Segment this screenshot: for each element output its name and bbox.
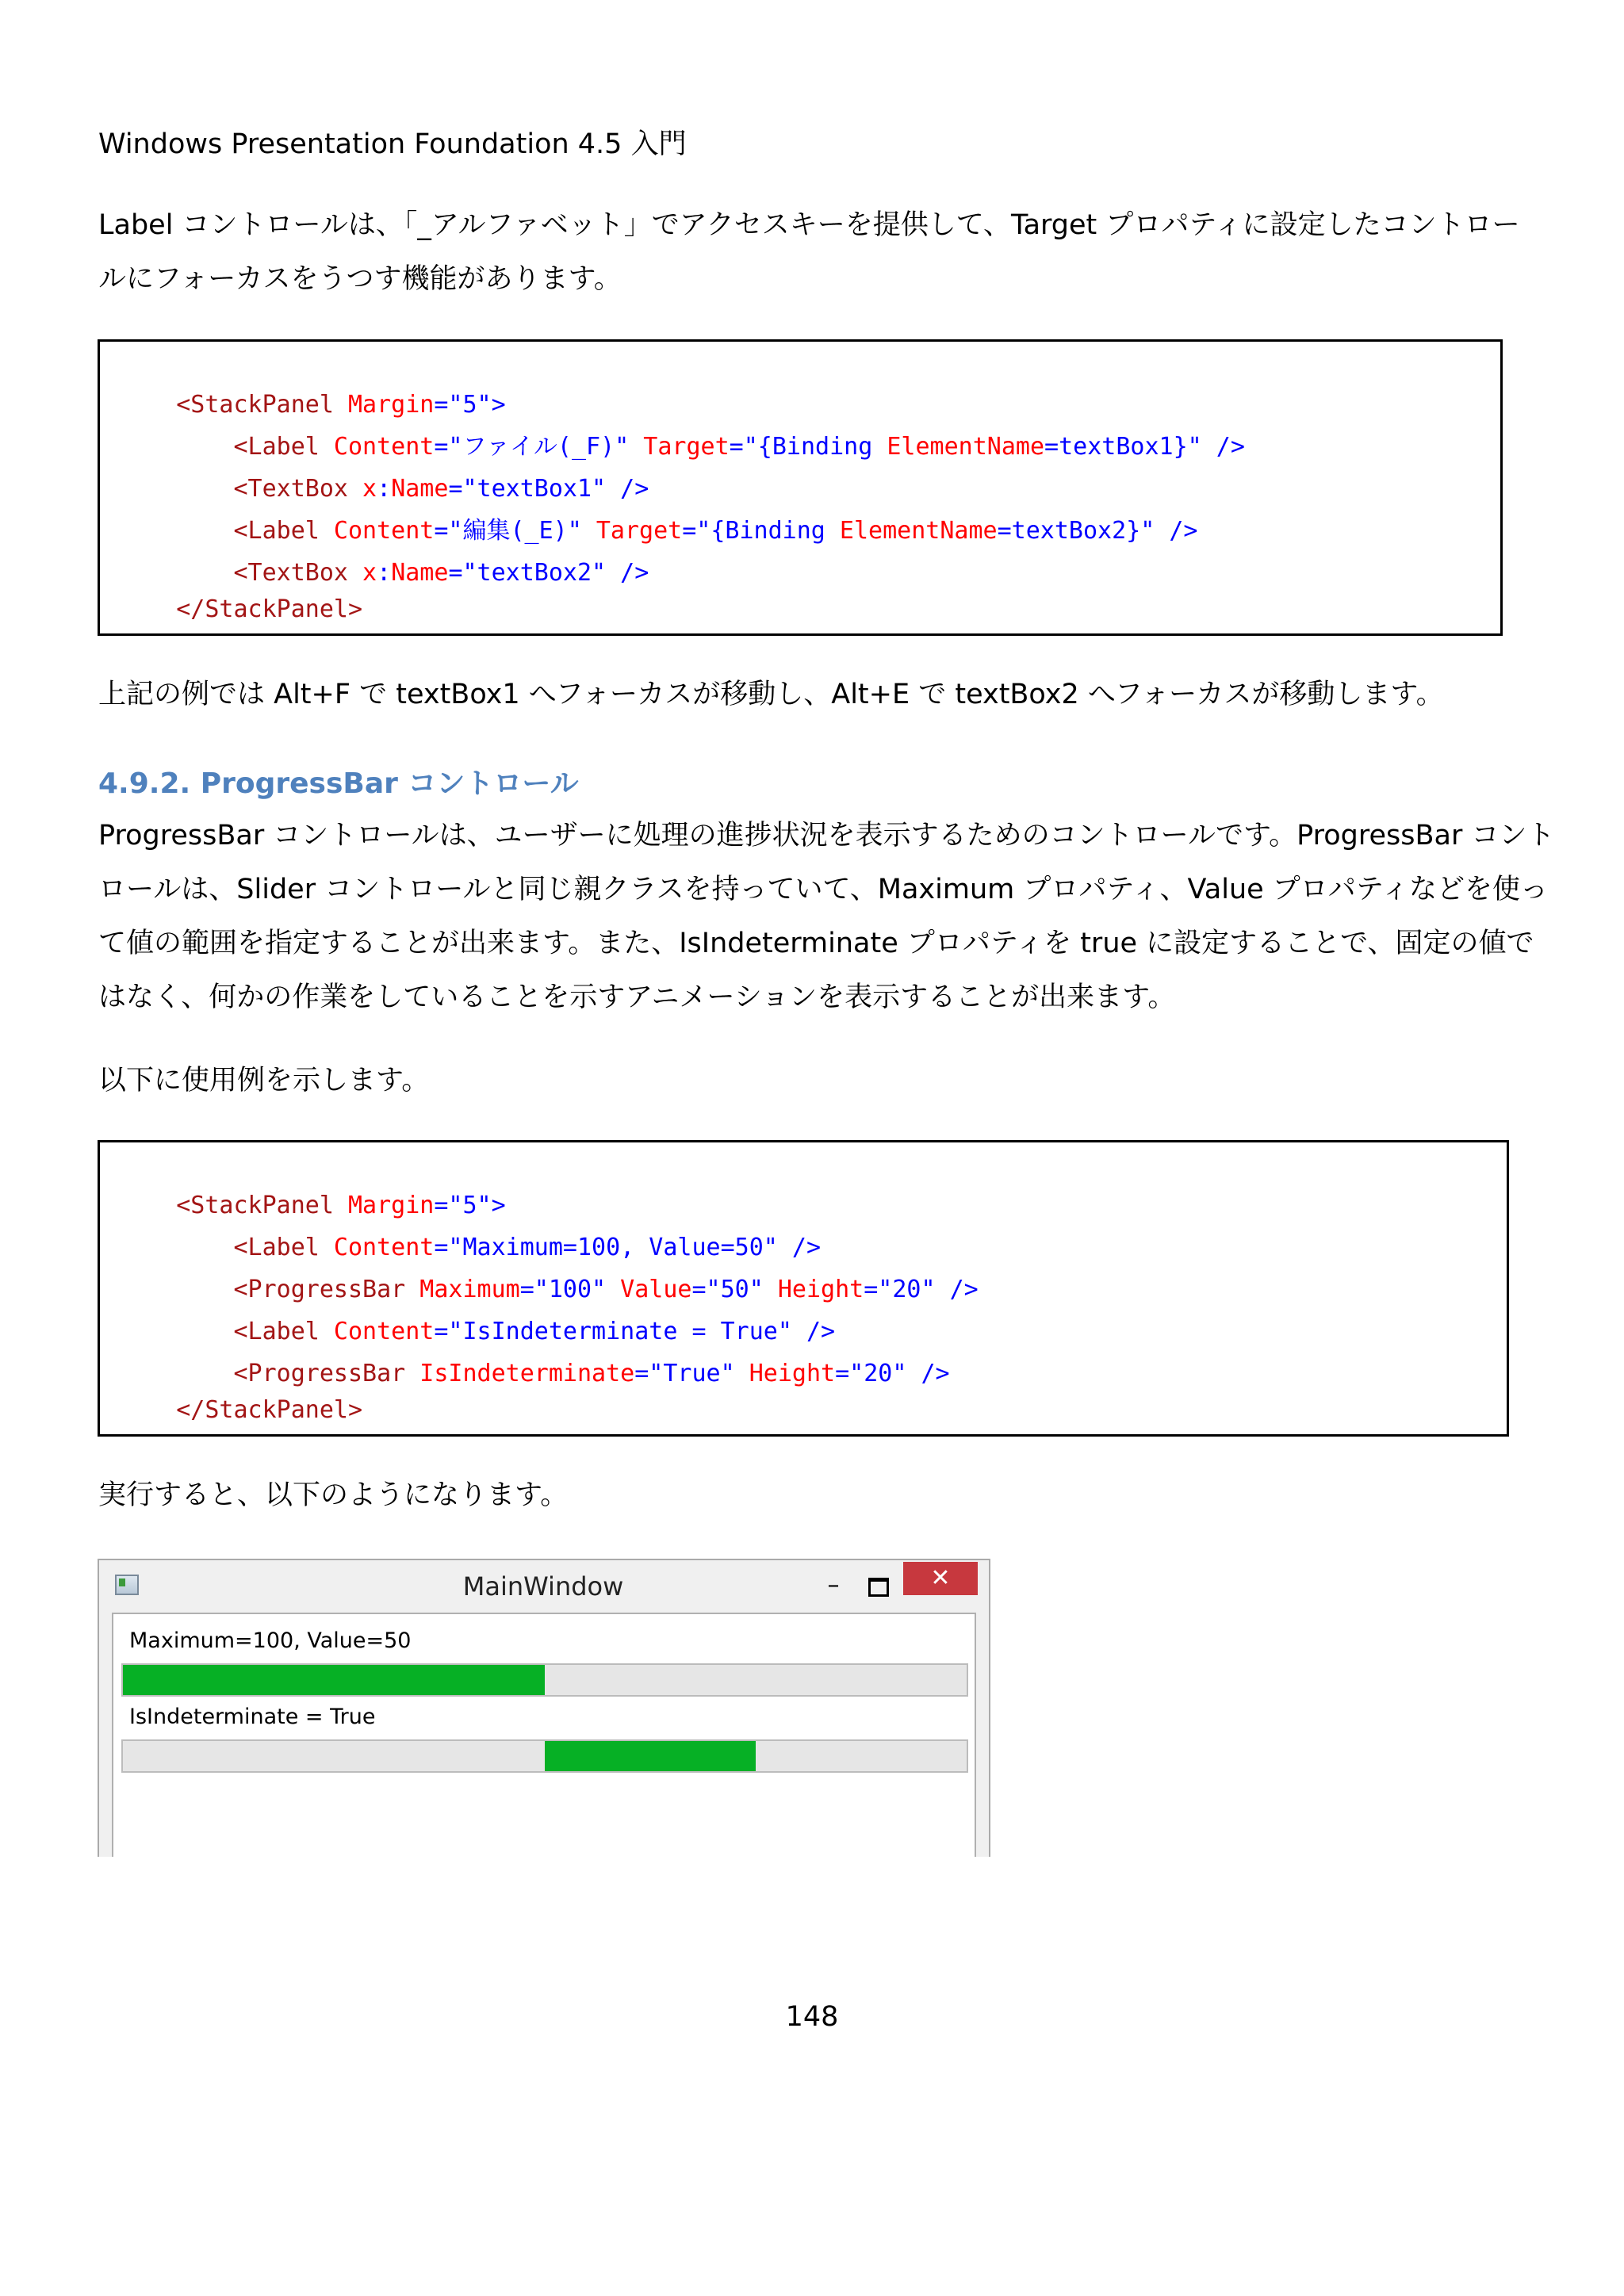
maximize-button[interactable]: [860, 1570, 892, 1601]
code-line: <ProgressBar IsIndeterminate="True" Height="20" />: [176, 1360, 950, 1387]
intro-line: ルにフォーカスをうつす機能があります。: [98, 263, 622, 295]
code-line: <Label Content="Maximum=100, Value=50" />: [176, 1234, 822, 1261]
result-intro: 実行すると、以下のようになります。: [98, 1479, 569, 1511]
description-line: ProgressBar コントロールは、ユーザーに処理の進捗状況を表示するためのコントロールです。ProgressBar コント: [98, 820, 1555, 851]
intro-line: Label コントロールは、「_アルファベット」でアクセスキーを提供して、Target プロパティに設定したコントロー: [98, 209, 1520, 241]
paragraph-after-code: 上記の例では Alt+F で textBox1 へフォーカスが移動し、Alt+E で textBox2 へフォーカスが移動します。: [98, 679, 1444, 710]
window-titlebar: [99, 1560, 989, 1613]
code-line: <TextBox x:Name="textBox2" />: [176, 559, 649, 587]
code-line: <Label Content="編集(_E)" Target="{Binding ElementName=textBox2}" />: [176, 517, 1198, 545]
description-line: て値の範囲を指定することが出来ます。また、IsIndeterminate プロパティを true に設定することで、固定の値で: [98, 928, 1534, 959]
intro-paragraph: [98, 198, 1520, 306]
close-button[interactable]: ✕: [903, 1562, 978, 1595]
code-block-label-example: [98, 339, 1503, 636]
label-isindeterminate: IsIndeterminate = True: [129, 1705, 376, 1729]
code-line: <Label Content="ファイル(_F)" Target="{Binding ElementName=textBox1}" />: [176, 433, 1245, 461]
description-line: はなく、何かの作業をしていることを示すアニメーションを表示することが出来ます。: [98, 982, 1176, 1013]
code-line: <Label Content="IsIndeterminate = True" />: [176, 1318, 836, 1345]
code-line: <ProgressBar Maximum="100" Value="50" Height="20" />: [176, 1276, 979, 1303]
code-line: </StackPanel>: [176, 1396, 363, 1424]
page-number: 148: [785, 2001, 839, 2033]
progress-bar-fill: [123, 1665, 545, 1695]
progressbar-description: [98, 809, 1554, 1024]
code-line: <TextBox x:Name="textBox1" />: [176, 475, 649, 503]
progress-bar-indeterminate: [121, 1739, 968, 1773]
main-window-screenshot: [98, 1559, 990, 1857]
description-line: ロールは、Slider コントロールと同じ親クラスを持っていて、Maximum プロパティ、Value プロパティなどを使っ: [98, 874, 1549, 905]
code-block-progressbar-example: [98, 1140, 1509, 1437]
example-intro: 以下に使用例を示します。: [98, 1065, 430, 1096]
section-heading: 4.9.2. ProgressBar コントロール: [98, 767, 579, 800]
window-title: MainWindow: [462, 1571, 624, 1601]
window-client-area: [112, 1613, 976, 1857]
code-line: <StackPanel Margin="5">: [176, 391, 506, 419]
progress-bar-determinate: [121, 1663, 968, 1697]
code-line: <StackPanel Margin="5">: [176, 1192, 506, 1219]
minimize-button[interactable]: –: [827, 1571, 840, 1599]
code-line: </StackPanel>: [176, 595, 363, 623]
label-maximum-value: Maximum=100, Value=50: [129, 1628, 412, 1653]
progress-bar-indeterminate-segment: [545, 1741, 756, 1771]
running-header: Windows Presentation Foundation 4.5 入門: [98, 128, 687, 160]
